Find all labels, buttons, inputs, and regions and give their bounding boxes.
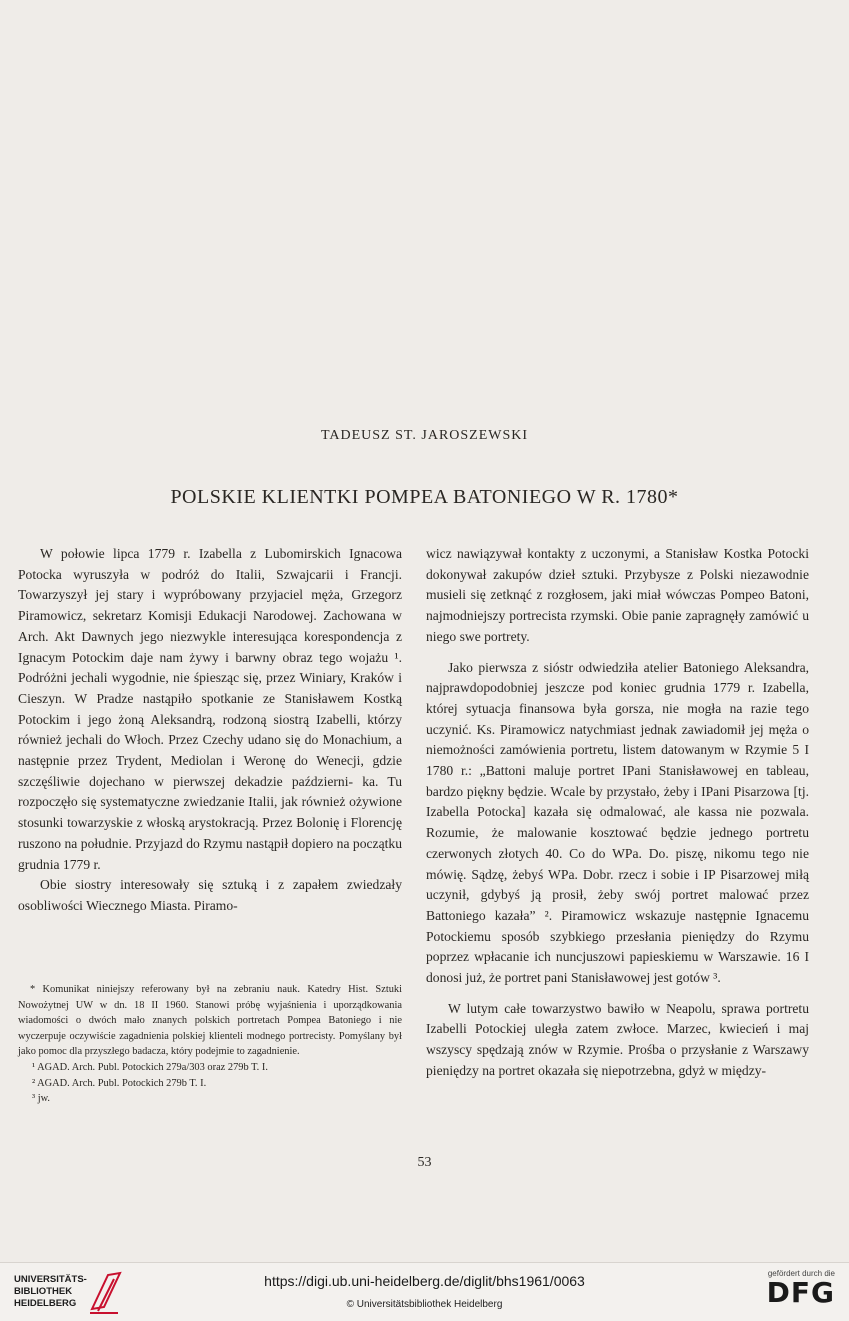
library-name: UNIVERSITÄTS- BIBLIOTHEK HEIDELBERG	[14, 1274, 87, 1309]
permalink-url[interactable]: https://digi.ub.uni-heidelberg.de/diglit/bhs1961/0063	[264, 1273, 585, 1289]
viewer-footer	[0, 1262, 849, 1321]
right-column	[426, 544, 809, 1082]
article-title: POLSKIE KLIENTKI POMPEA BATONIEGO W R. 1780*	[170, 486, 679, 508]
article-author: TADEUSZ ST. JAROSZEWSKI	[320, 428, 529, 443]
page-number: 53	[417, 1155, 432, 1170]
footnote-3: ³ jw.	[32, 1093, 51, 1105]
footnote-1: ¹ AGAD. Arch. Publ. Potockich 279a/303 oraz 279b T. I.	[32, 1061, 268, 1073]
dfg-wordmark: DFG	[766, 1276, 835, 1309]
paragraph: wicz nawiązywał kontakty z uczonymi, a Stanisław Kostka Potocki dokonywał zakupów dzieł sztuki. Przybysze z Polski niezawodnie musieli się zetknąć z rozgłosem, jaki miał wówczas Pompeo Batoni, najmodniejszy portrecista rzymski. Obie panie zapragnęły zamówić u niego swe portrety.	[426, 546, 809, 644]
dfg-logo[interactable]	[745, 1269, 835, 1315]
footnote-2: ² AGAD. Arch. Publ. Potockich 279b T. I.	[32, 1077, 207, 1089]
footnote-star: * Komunikat niniejszy referowany był na zebraniu nauk. Katedry Hist. Sztuki Nowożytnej UW w dn. 18 II 1960. Stanowi próbę wyjaśnienia i uporządkowania wiadomości o dwóch mało znanych polskich portretach Pompea Batoniego i nie wyczerpuje oczywiście zagadnienia polskiej klienteli modnego portrecisty. Pomyślany był jako pomoc dla przyszłego badacza, który podejmie to zagadnienie.	[18, 984, 402, 1058]
paragraph: W lutym całe towarzystwo bawiło w Neapolu, sprawa portretu Izabelli Potockiej uległa zatem zwłoce. Marzec, kwiecień i maj wszyscy spędzają znów w Rzymie. Prośba o przysłanie z Warszawy pieniędzy na portret okazała się niepotrzebna, gdyż w między-	[426, 1000, 809, 1078]
paragraph: W połowie lipca 1779 r. Izabella z Lubomirskich Ignacowa Potocka wyruszyła w podróż do Italii, Szwajcarii i Francji. Towarzyszył jej stary i wypróbowany przyjaciel męża, Grzegorz Piramowicz, sekretarz Komisji Edukacji Narodowej. Zachowana w Arch. Akt Dawnych jego niezwykle interesująca korespondencja z Ignacym Potockim daje nam żywy i barwny obraz tego wojażu ¹. Podróżni jechali wygodnie, nie śpiesząc się, przez Winiary, Kraków i Cieszyn. W Pradze nastąpiło spotkanie ze Stanisławem Kostką Potockim i jego żoną Aleksandrą, rodzoną siostrą Izabelli, którzy również jechali do Włoch. Przez Czechy udano się do Monachium, a następnie przez Trydent, Mediolan i Weronę do Wenecji, gdzie szczęśliwie dojechano w pierwszej dekadzie październi- ka. Tu rozpoczęło się systematyczne zwiedzanie Italii, jak również ożywione stosunki towarzyskie z włoską arystokracją. Przez Bolonię i Florencję ruszono na południe. Przyjazd do Rzymu nastąpił dopiero na początku grudnia 1779 r.	[18, 546, 402, 872]
footnotes	[18, 982, 402, 1107]
funding-label: gefördert durch die	[767, 1269, 835, 1278]
paragraph: Jako pierwsza z sióstr odwiedziła atelier Batoniego Aleksandra, najprawdopodobniej jeszcze pod koniec grudnia 1779 r. Izabella, której sytuacja finansowa była gorsza, nie mogła na razie tego uczynić. Ks. Piramowicz natychmiast jednak zawiadomił jej męża o niemożności zamówienia portretu, listem datowanym w Rzymie 5 I 1780 r.: „Battoni maluje portret IPani Stanisławowej en tableau, bardzo piękny będzie. Wcale by przystało, żeby i IPani Pisarzowa [tj. Izabella Potocka] kazała się odmalować, ale kassa nie pozwala. Rozumie, że malowanie kosztować będzie jednego portretu czerwonych złotych 40. Co do WPa. Do. piszę, nikomu tego nie mówię. Sądzę, żebyś WPa. Dobr. rzecz i sobie i IP Pisarzowej miłą uczynił, gdybyś ją prosił, żeby swój portret malować przez Battoniego kazała” ². Piramowicz wskazuje następnie Ignacemu Potockiemu sposób szybkiego przesłania pieniędzy do Rzymu poprzez wpłacanie ich nuncjuszowi papieskiemu w Warszawie. 16 I donosi już, że portret pani Stanisławowej jest gotów ³.	[426, 659, 809, 986]
left-column	[18, 544, 402, 917]
paragraph: Obie siostry interesowały się sztuką i z zapałem zwiedzały osobliwości Wiecznego Miasta. Piramo-	[18, 877, 402, 913]
copyright-notice: © Universitätsbibliothek Heidelberg	[346, 1299, 503, 1310]
